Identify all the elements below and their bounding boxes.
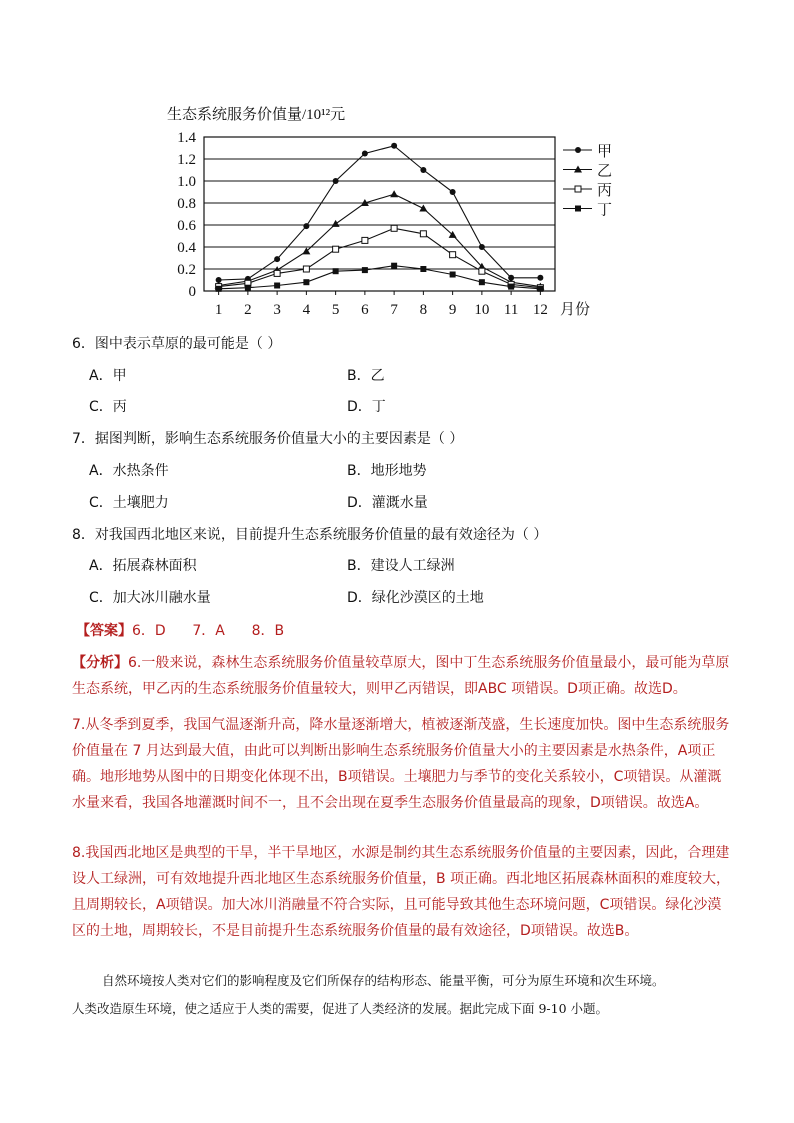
- analysis-q7-line: 确。地形地势从图中的日期变化体现不出，B项错误。土壤肥力与季节的变化关系较小，C项错误。从灌溉: [72, 769, 722, 785]
- data-point: [391, 263, 397, 269]
- value-line-chart: [0, 0, 794, 330]
- x-tick-label: 3: [273, 302, 281, 318]
- y-tick-label: 0.4: [177, 240, 196, 256]
- data-point: [537, 275, 543, 281]
- data-point: [420, 167, 426, 173]
- legend-marker: [575, 206, 581, 212]
- analysis-q7-line: 7.从冬季到夏季，我国气温逐渐升高，降水量逐渐增大，植被逐渐茂盛，生长速度加快。图中生态系统服务: [72, 717, 730, 733]
- analysis-q6-line: 生态系统，甲乙丙的生态系统服务价值量较大，则甲乙丙错误，即ABC 项错误。D项正确。故选D。: [72, 681, 687, 697]
- data-point: [420, 266, 426, 272]
- chart-legend: [563, 142, 612, 219]
- q7-option-b[interactable]: B．地形地势: [347, 463, 427, 479]
- y-tick-label: 1.0: [177, 174, 196, 190]
- analysis-q7-line: 价值量在 7 月达到最大值，由此可以判断出影响生态系统服务价值量大小的主要因素是水热条件，A项正: [72, 743, 716, 759]
- x-axis-label: 月份: [560, 302, 591, 318]
- answer-tag: 【答案】: [76, 623, 132, 639]
- data-point: [450, 252, 456, 258]
- data-point: [274, 256, 280, 262]
- data-point: [419, 205, 427, 212]
- analysis-q6: [72, 650, 732, 702]
- data-point: [303, 279, 309, 285]
- q6-option-d[interactable]: D．丁: [347, 399, 386, 415]
- q8-option-b[interactable]: B．建设人工绿洲: [347, 558, 455, 574]
- q8-option-a[interactable]: A．拓展森林面积: [89, 558, 197, 574]
- answer-line: [76, 621, 284, 641]
- q8-option-d[interactable]: D．绿化沙漠区的土地: [347, 590, 484, 606]
- analysis-q8-line: 区的土地，周期较长，不是目前提升生态系统服务价值量的最有效途径，D项错误。故选B。: [72, 923, 639, 939]
- q8-option-c[interactable]: C．加大冰川融水量: [89, 590, 211, 606]
- legend-label: 丁: [597, 200, 613, 219]
- q7-option-c[interactable]: C．土壤肥力: [89, 495, 169, 511]
- analysis-q8: [72, 840, 732, 944]
- q6-option-c[interactable]: C．丙: [89, 399, 127, 415]
- legend-label: 乙: [597, 161, 613, 180]
- question-7-stem: 7．据图判断，影响生态系统服务价值量大小的主要因素是（ ）: [72, 431, 464, 447]
- data-point: [391, 225, 397, 231]
- data-point: [420, 231, 426, 237]
- data-point: [479, 244, 485, 250]
- data-point: [362, 151, 368, 157]
- legend-label: 丙: [597, 181, 613, 199]
- question-8-stem: 8．对我国西北地区来说，目前提升生态系统服务价值量的最有效途径为（ ）: [72, 527, 548, 543]
- intro-9-10: [72, 967, 732, 1023]
- y-tick-label: 0.2: [177, 262, 196, 278]
- y-tick-label: 0: [188, 284, 196, 300]
- legend-label: 甲: [597, 142, 613, 160]
- series-丙: [216, 225, 544, 290]
- x-tick-label: 2: [244, 302, 252, 318]
- series-乙: [215, 190, 545, 289]
- y-tick-label: 1.4: [177, 130, 196, 146]
- x-tick-label: 1: [214, 302, 223, 318]
- analysis-q7-line: 水量来看，我国各地灌溉时间不一，且不会出现在夏季生态服务价值量最高的现象，D项错误。故选A。: [72, 795, 709, 811]
- x-tick-label: 8: [419, 302, 428, 318]
- analysis-q8-line: 且周期较长，A项错误。加大冰川消融量不符合实际，且可能导致其他生态环境问题，C项错误。绿化沙漠: [72, 897, 722, 913]
- series-甲: [216, 143, 544, 283]
- x-axis-ticks: [215, 291, 548, 318]
- x-tick-label: 6: [361, 302, 369, 318]
- data-point: [216, 286, 222, 292]
- data-point: [274, 270, 280, 276]
- data-point: [537, 286, 543, 292]
- data-point: [303, 266, 309, 272]
- data-point: [391, 143, 397, 149]
- data-point: [333, 268, 339, 274]
- series-line: [219, 194, 541, 286]
- q7-option-d[interactable]: D．灌溉水量: [347, 495, 428, 511]
- data-point: [390, 190, 398, 197]
- data-point: [362, 237, 368, 243]
- analysis-q8-line: 8.我国西北地区是典型的干旱，半干旱地区，水源是制约其生态系统服务价值量的主要因素，因此，合理建: [72, 845, 730, 861]
- data-point: [332, 220, 340, 227]
- x-tick-label: 10: [474, 302, 490, 318]
- analysis-tag: 【分析】: [72, 655, 128, 671]
- answer-text: 6．D 7．A 8．B: [132, 623, 285, 639]
- data-point: [450, 189, 456, 195]
- intro-line: 人类改造原生环境，使之适应于人类的需要，促进了人类经济的发展。据此完成下面 9-10 小题。: [72, 1001, 609, 1016]
- intro-line: 自然环境按人类对它们的影响程度及它们所保存的结构形态、能量平衡，可分为原生环境和次生环境。: [102, 973, 665, 988]
- data-point: [303, 223, 309, 229]
- y-tick-label: 0.6: [177, 218, 196, 234]
- question-6-stem: 6．图中表示草原的最可能是（ ）: [72, 336, 282, 352]
- data-point: [362, 267, 368, 273]
- data-point: [450, 272, 456, 278]
- x-tick-label: 11: [503, 302, 519, 318]
- data-point: [333, 178, 339, 184]
- x-tick-label: 12: [532, 302, 548, 318]
- x-tick-label: 4: [302, 302, 311, 318]
- q7-option-a[interactable]: A．水热条件: [89, 463, 169, 479]
- data-point: [479, 279, 485, 285]
- q6-option-b[interactable]: B．乙: [347, 368, 385, 384]
- data-point: [508, 284, 514, 290]
- data-point: [245, 285, 251, 291]
- legend-marker: [575, 186, 581, 192]
- data-point: [333, 246, 339, 252]
- chart-title: 生态系统服务价值量/10¹²元: [167, 107, 346, 123]
- data-point: [479, 268, 485, 274]
- analysis-q7: [72, 712, 732, 816]
- y-axis-ticks: [177, 130, 196, 300]
- legend-marker: [575, 147, 581, 153]
- analysis-q8-line: 设人工绿洲，可有效地提升西北地区生态系统服务价值量，B 项正确。西北地区拓展森林面积的难度较大，: [72, 871, 731, 887]
- x-tick-label: 9: [448, 302, 457, 318]
- x-tick-label: 7: [390, 302, 398, 318]
- data-point: [274, 283, 280, 289]
- y-tick-label: 1.2: [177, 152, 196, 168]
- y-tick-label: 0.8: [177, 196, 196, 212]
- q6-option-a[interactable]: A．甲: [89, 368, 127, 384]
- analysis-q6-line: 6.一般来说，森林生态系统服务价值量较草原大，图中丁生态系统服务价值量最小，最可能为草原: [128, 655, 730, 671]
- series-line: [219, 146, 541, 280]
- x-tick-label: 5: [331, 302, 340, 318]
